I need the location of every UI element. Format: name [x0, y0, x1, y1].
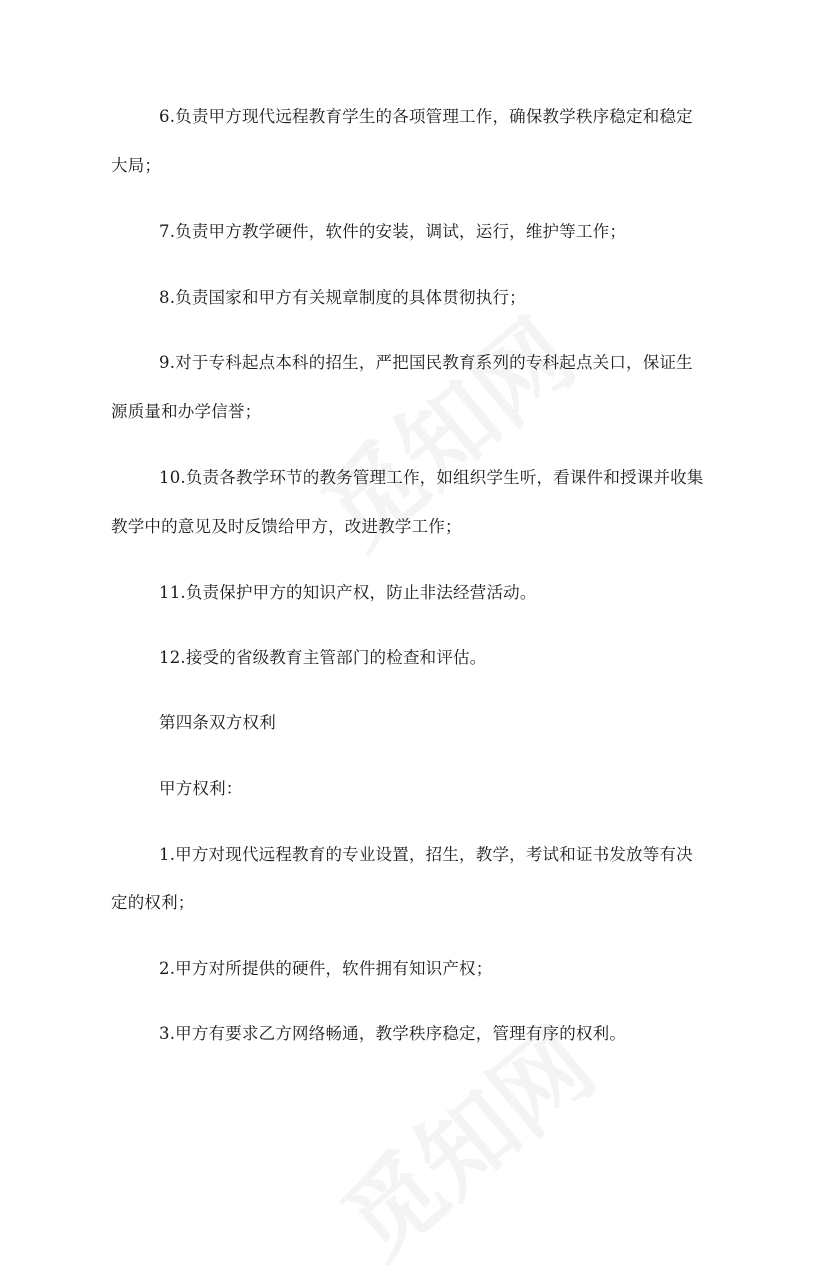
paragraph-line: 源质量和办学信誉； — [111, 402, 262, 421]
paragraph-line: 3.甲方有要求乙方网络畅通，教学秩序稳定，管理有序的权利。 — [159, 1024, 627, 1043]
section-heading: 第四条双方权利 — [159, 713, 276, 732]
paragraph-line: 12.接受的省级教育主管部门的检查和评估。 — [159, 648, 487, 667]
paragraph-line: 10.负责各教学环节的教务管理工作，如组织学生听，看课件和授课并收集 — [159, 468, 704, 487]
paragraph-line: 6.负责甲方现代远程教育学生的各项管理工作，确保教学秩序稳定和稳定 — [159, 107, 693, 126]
paragraph-line: 7.负责甲方教学硬件，软件的安装，调试，运行，维护等工作； — [159, 222, 627, 241]
paragraph-line: 定的权利； — [111, 893, 195, 912]
paragraph-line: 9.对于专科起点本科的招生，严把国民教育系列的专科起点关口，保证生 — [159, 353, 693, 372]
paragraph-line: 11.负责保护甲方的知识产权，防止非法经营活动。 — [159, 583, 537, 602]
paragraph-line: 2.甲方对所提供的硬件，软件拥有知识产权； — [159, 959, 493, 978]
paragraph-line: 教学中的意见及时反馈给甲方，改进教学工作； — [111, 517, 462, 536]
paragraph-line: 大局； — [111, 156, 162, 175]
subheading: 甲方权利： — [159, 779, 243, 798]
paragraph-line: 8.负责国家和甲方有关规章制度的具体贯彻执行； — [159, 288, 526, 307]
paragraph-line: 1.甲方对现代远程教育的专业设置，招生，教学，考试和证书发放等有决 — [159, 845, 693, 864]
